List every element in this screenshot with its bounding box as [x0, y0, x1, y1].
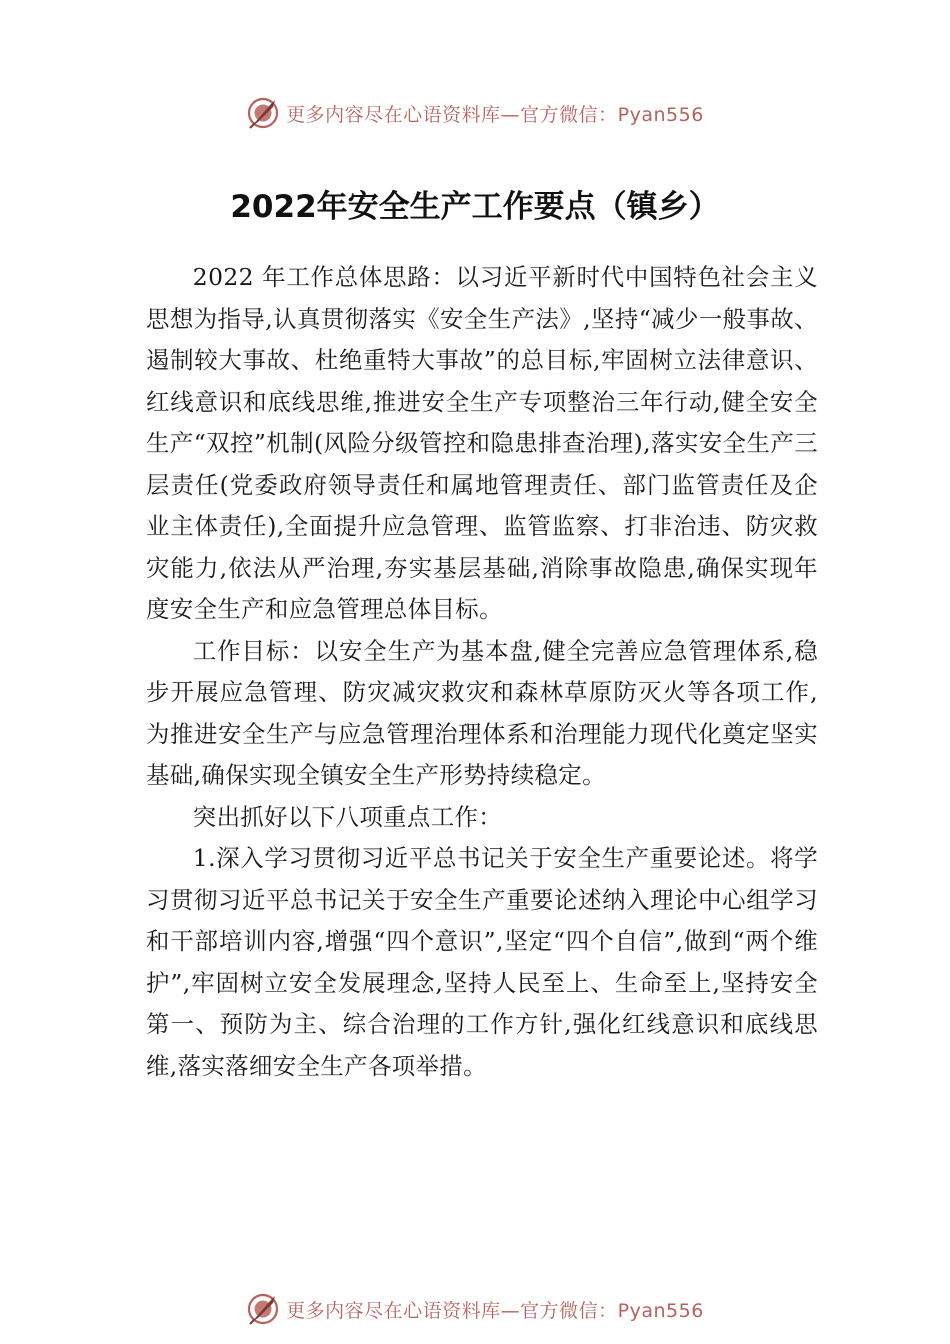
header-banner [0, 93, 950, 133]
document-body [146, 257, 818, 1087]
footer-banner [0, 1289, 950, 1329]
paragraph-work-goals: 工作目标：以安全生产为基本盘,健全完善应急管理体系,稳步开展应急管理、防灾减灾救灾和森林草原防灭火等各项工作,为推进安全生产与应急管理治理体系和治理能力现代化奠定坚实基础,确保实现全镇安全生产形势持续稳定。 [146, 636, 818, 789]
paragraph-task-1: 1.深入学习贯彻习近平总书记关于安全生产重要论述。将学习贯彻习近平总书记关于安全生产重要论述纳入理论中心组学习和干部培训内容,增强“四个意识”,坚定“四个自信”,做到“两个维护”,牢固树立安全发展理念,坚持人民至上、生命至上,坚持安全第一、预防为主、综合治理的工作方针,强化红线意识和底线思维,落实落细安全生产各项举措。 [146, 844, 818, 1080]
paragraph-overall-approach: 2022 年工作总体思路：以习近平新时代中国特色社会主义思想为指导,认真贯彻落实《安全生产法》,坚持“减少一般事故、遏制较大事故、杜绝重特大事故”的总目标,牢固树立法律意识、红线意识和底线思维,推进安全生产专项整治三年行动,健全安全生产“双控”机制(风险分级管控和隐患排查治理),落实安全生产三层责任(党委政府领导责任和属地管理责任、部门监管责任及企业主体责任),全面提升应急管理、监管监察、打非治违、防灾救灾能力,依法从严治理,夯实基层基础,消除事故隐患,确保实现年度安全生产和应急管理总体目标。 [146, 263, 818, 623]
quill-seal-icon [246, 1292, 280, 1326]
quill-seal-icon [246, 96, 280, 130]
footer-banner-text: 更多内容尽在心语资料库—官方微信：Pyan556 [286, 1299, 704, 1322]
header-banner-text: 更多内容尽在心语资料库—官方微信：Pyan556 [286, 103, 704, 126]
document-title: 2022年安全生产工作要点（镇乡） [230, 189, 720, 225]
paragraph-key-tasks-intro: 突出抓好以下八项重点工作： [192, 802, 503, 831]
